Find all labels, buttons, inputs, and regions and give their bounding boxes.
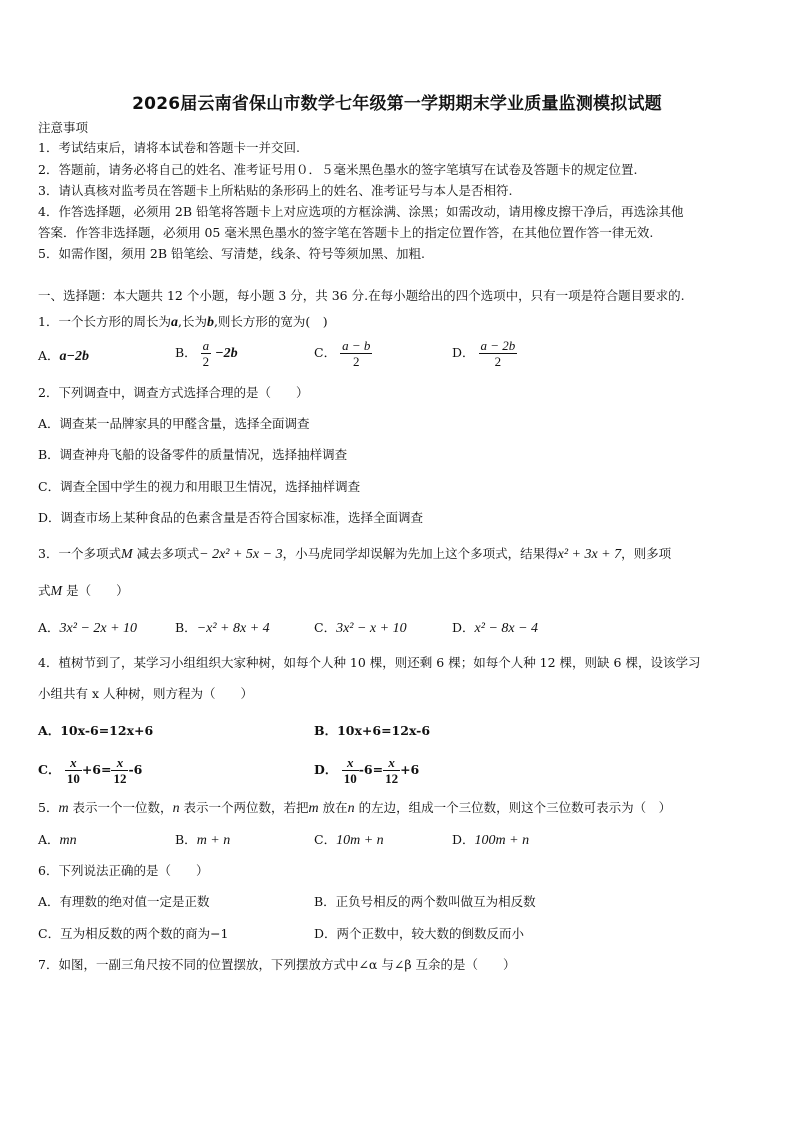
q3-b-text: −x² + 8x + 4 [196, 621, 270, 636]
q3-a-label: A． [38, 620, 60, 635]
q6-option-a[interactable]: A．有理数的绝对值一定是正数 [38, 894, 210, 909]
q4-c-d1: 10 [66, 771, 80, 786]
q4-d-n1: x [342, 755, 359, 771]
q4-option-a[interactable]: A．10x-6=12x+6 [38, 723, 154, 738]
q5-option-b[interactable] [175, 832, 230, 849]
q4-d-frac1 [342, 755, 359, 786]
q4-c-n1: x [65, 755, 82, 771]
q6-option-c[interactable]: C．互为相反数的两个数的商为−1 [38, 926, 229, 941]
q1-stem [38, 314, 328, 331]
q1-option-c[interactable] [314, 338, 372, 369]
q4-d-mid: -6= [358, 762, 384, 777]
q3-b-label: B． [175, 620, 197, 635]
q1-b-tail: −2b [215, 346, 238, 361]
q5-option-a[interactable] [38, 832, 77, 849]
q5-stem-b: 表示一个一位数， [68, 800, 173, 815]
q1-c-label: C． [314, 345, 337, 360]
q4-c-tail: -6 [128, 762, 143, 777]
notice-item-3: 3．请认真核对监考员在答题卡上所粘贴的条形码上的姓名、准考证号与本人是否相符. [38, 183, 513, 198]
q4-stem-line1: 4．植树节到了，某学习小组组织大家种树，如每个人种 10 棵，则还剩 6 棵；如每个人种 12 棵，则缺 6 棵，设该学习 [38, 655, 701, 670]
q1-stem-a: 1．一个长方形的周长为 [38, 314, 171, 329]
q3-d-text: x² − 8x − 4 [474, 621, 539, 636]
notice-item-1: 1．考试结束后，请将本试卷和答题卡一并交回. [38, 140, 300, 155]
q7-stem: 7．如图，一副三角尺按不同的位置摆放，下列摆放方式中∠α 与∠β 互余的是（ ） [38, 957, 516, 972]
notice-item-5: 5．如需作图，须用 2B 铅笔绘、写清楚，线条、符号等须加黑、加粗. [38, 246, 426, 261]
notice-item-4-cont: 答案．作答非选择题，必须用 05 毫米黑色墨水的签字笔在答题卡上的指定位置作答，在其他位置作答一律无效. [38, 225, 654, 240]
q1-a-label: A． [38, 348, 60, 363]
q3-stem-a: 3．一个多项式 [38, 546, 121, 561]
q1-option-d[interactable] [452, 338, 517, 369]
q5-a-label: A． [38, 832, 60, 847]
q3-option-a[interactable] [38, 620, 137, 637]
q2-option-d[interactable]: D．调查市场上某种食品的色素含量是否符合国家标准，选择全面调查 [38, 510, 424, 525]
q1-b-fraction [201, 338, 212, 369]
q1-stem-b: ,长为 [177, 314, 207, 329]
q3-poly2: x² + 3x + 7 [557, 547, 622, 562]
q5-stem-a: 5． [38, 800, 59, 815]
q4-c-mid: +6= [81, 762, 112, 777]
q5-option-d[interactable] [452, 832, 529, 849]
q1-var-b: b [206, 315, 214, 330]
q3-stem-line2 [38, 583, 129, 600]
q6-option-b[interactable]: B．正负号相反的两个数叫做互为相反数 [314, 894, 536, 909]
q4-option-d[interactable] [314, 755, 419, 786]
q2-option-a[interactable]: A．调查某一品牌家具的甲醛含量，选择全面调查 [38, 416, 310, 431]
q6-option-d[interactable]: D．两个正数中，较大数的倒数反而小 [314, 926, 525, 941]
q2-option-c[interactable]: C．调查全国中学生的视力和用眼卫生情况，选择抽样调查 [38, 479, 361, 494]
q1-c-den: 2 [352, 354, 360, 369]
q3-c-label: C． [314, 620, 337, 635]
q4-d-n2: x [383, 755, 400, 771]
notice-heading: 注意事项 [38, 120, 89, 135]
q4-d-tail: +6 [400, 762, 420, 777]
q4-option-b[interactable]: B．10x+6=12x-6 [314, 723, 431, 738]
notice-item-4: 4．作答选择题，必须用 2B 铅笔将答题卡上对应选项的方框涂满、涂黑；如需改动，请用橡皮擦干净后，再选涂其他 [38, 204, 684, 219]
q3-stem-c: ，小马虎同学却误解为先加上这个多项式，结果得 [282, 546, 558, 561]
q5-option-c[interactable] [314, 832, 384, 849]
q3-var-m-2: M [50, 584, 63, 599]
q1-var-a: a [170, 315, 178, 330]
q1-c-fraction [340, 338, 372, 369]
q3-stem-f: 是（ ） [62, 583, 129, 598]
q1-c-num: a − b [342, 338, 371, 353]
q4-c-frac1 [65, 755, 82, 786]
q3-a-text: 3x² − 2x + 10 [59, 621, 138, 636]
page-title: 2026届云南省保山市数学七年级第一学期期末学业质量监测模拟试题 [132, 94, 662, 114]
q1-a-text: a−2b [59, 349, 90, 364]
q1-b-den: 2 [202, 354, 210, 369]
q4-c-frac2 [111, 755, 128, 786]
q5-var-n-2: n [347, 801, 355, 816]
q4-d-label: D． [314, 762, 338, 777]
q3-option-c[interactable] [314, 620, 407, 637]
q5-a-text: mn [59, 833, 77, 848]
q3-stem-d: ，则多项 [621, 546, 672, 561]
q1-d-den: 2 [494, 354, 502, 369]
q3-d-label: D． [452, 620, 475, 635]
q3-option-b[interactable] [175, 620, 270, 637]
q3-option-d[interactable] [452, 620, 538, 637]
q5-stem [38, 800, 671, 817]
q2-option-b[interactable]: B．调查神舟飞船的设备零件的质量情况，选择抽样调查 [38, 447, 348, 462]
q4-stem-line2: 小组共有 x 人种树，则方程为（ ） [38, 686, 253, 701]
q3-poly1: − 2x² + 5x − 3 [199, 547, 283, 562]
q1-d-label: D． [452, 345, 475, 360]
q3-stem-e: 式 [38, 583, 51, 598]
q5-b-text: m + n [196, 833, 231, 848]
q5-stem-e: 的左边，组成一个三位数，则这个三位数可表示为（ ） [354, 800, 672, 815]
q6-stem: 6．下列说法正确的是（ ） [38, 863, 209, 878]
q5-var-m-2: m [308, 801, 319, 816]
q1-b-label: B． [175, 345, 197, 360]
q1-d-num: a − 2b [480, 338, 516, 353]
q5-c-text: 10m + n [336, 833, 384, 848]
q3-stem-line1 [38, 546, 671, 563]
q5-c-label: C． [314, 832, 337, 847]
q3-var-m: M [120, 547, 133, 562]
q5-var-n: n [172, 801, 180, 816]
q4-c-d2: 12 [113, 771, 127, 786]
q3-stem-b: 减去多项式 [132, 546, 200, 561]
q4-d-frac2 [383, 755, 400, 786]
q4-d-d1: 10 [343, 771, 357, 786]
q5-d-label: D． [452, 832, 475, 847]
q4-d-d2: 12 [385, 771, 399, 786]
q4-c-label: C． [38, 762, 61, 777]
q2-stem: 2．下列调查中，调查方式选择合理的是（ ） [38, 385, 309, 400]
q1-option-b[interactable] [175, 338, 238, 369]
q1-d-fraction [479, 338, 518, 369]
q1-stem-c: ,则长方形的宽为( ) [213, 314, 328, 329]
q5-stem-c: 表示一个两位数，若把 [179, 800, 309, 815]
q4-option-c[interactable] [38, 755, 142, 786]
q4-c-n2: x [111, 755, 128, 771]
q5-var-m: m [58, 801, 69, 816]
q1-option-a[interactable] [38, 348, 89, 365]
q5-d-text: 100m + n [474, 833, 530, 848]
section-heading: 一、选择题：本大题共 12 个小题，每小题 3 分，共 36 分.在每小题给出的四个选项中，只有一项是符合题目要求的. [38, 288, 685, 303]
q5-stem-d: 放在 [318, 800, 348, 815]
q1-b-num: a [202, 338, 210, 353]
notice-item-2: 2．答题前，请务必将自己的姓名、准考证号用０．５毫米黑色墨水的签字笔填写在试卷及答题卡的规定位置. [38, 162, 638, 177]
q5-b-label: B． [175, 832, 197, 847]
q3-c-text: 3x² − x + 10 [336, 621, 407, 636]
